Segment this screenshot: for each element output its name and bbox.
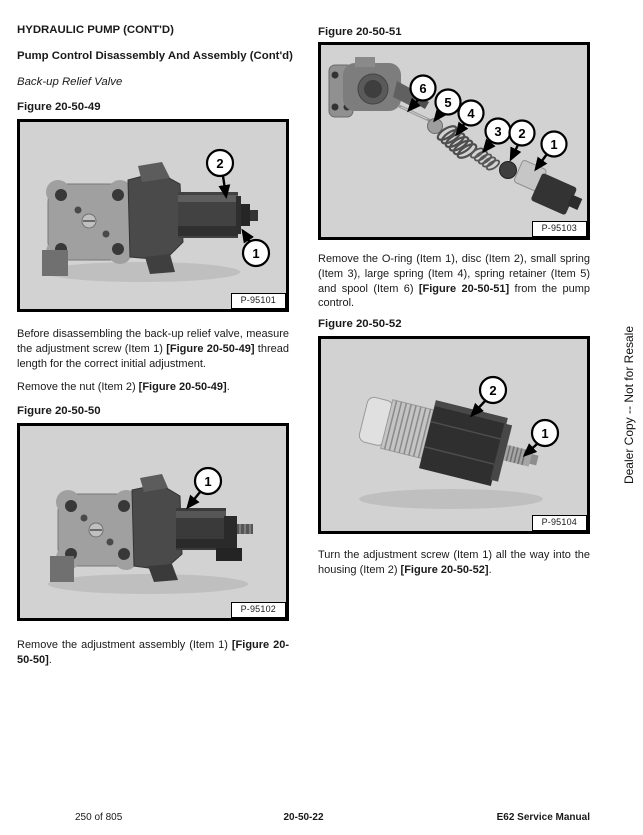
figure-20-50-50 <box>17 423 289 621</box>
paragraph-text: from the pump control. <box>318 282 590 310</box>
callout-number: 6 <box>419 81 427 96</box>
section-subtitle: Pump Control Disassembly And Assembly (Cont'd) <box>17 50 293 62</box>
callout-number: 4 <box>467 106 475 121</box>
figure-label-20-50-52: Figure 20-50-52 <box>318 318 402 330</box>
figure-20-50-49 <box>17 119 289 312</box>
photo-id-label: P-95101 <box>231 293 286 309</box>
callout-number: 1 <box>541 426 549 441</box>
photo-backup-relief-valve <box>20 122 286 309</box>
footer-manual-title: E62 Service Manual <box>496 812 590 823</box>
figure-label-20-50-51: Figure 20-50-51 <box>318 26 402 38</box>
paragraph-remove-oring <box>318 252 590 311</box>
disc <box>500 162 517 179</box>
callout-number: 1 <box>550 137 558 152</box>
paragraph-text: thread length for the correct initial adjustment. <box>17 342 289 370</box>
callout-number: 5 <box>444 95 452 110</box>
figure-reference: [Figure 20-50-50] <box>17 639 289 666</box>
callout-number: 2 <box>518 126 526 141</box>
paragraph-text: Turn the adjustment screw (Item 1) all the way into the housing (Item 2) <box>318 549 590 576</box>
footer-page-number: 250 of 805 <box>75 812 123 823</box>
figure-reference: [Figure 20-50-52] <box>400 563 489 576</box>
shadow <box>359 489 543 509</box>
page-title: HYDRAULIC PUMP (CONT'D) <box>17 24 174 36</box>
figure-label-20-50-50: Figure 20-50-50 <box>17 405 101 417</box>
paragraph-remove-nut <box>17 380 289 395</box>
paragraph-text: Before disassembling the back-up relief valve, measure the adjustment screw (Item 1) <box>17 328 289 355</box>
paragraph-text: . <box>488 563 492 576</box>
figure-20-50-51 <box>318 42 590 240</box>
paragraph-text: . <box>48 653 52 666</box>
paragraph-turn-screw <box>318 548 590 578</box>
photo-id-label: P-95104 <box>532 515 587 531</box>
photo-id-label: P-95103 <box>532 221 587 237</box>
paragraph-text: . <box>226 381 230 393</box>
photo-adjustment-assembly-valve <box>20 426 286 618</box>
figure-reference: [Figure 20-50-49] <box>166 342 255 355</box>
photo-exploded-pump-control <box>321 45 587 237</box>
callout-number: 1 <box>252 246 260 261</box>
paragraph-measure-screw <box>17 327 289 371</box>
footer-section-code: 20-50-22 <box>283 812 324 823</box>
figure-20-50-52 <box>318 336 590 534</box>
paragraph-remove-adjustment-assembly <box>17 638 289 668</box>
callout-number: 2 <box>216 156 224 171</box>
dealer-copy-watermark: Dealer Copy -- Not for Resale <box>622 325 636 485</box>
figure-label-20-50-49: Figure 20-50-49 <box>17 101 101 113</box>
figure-reference: [Figure 20-50-51] <box>418 282 510 295</box>
callout-number: 3 <box>494 124 502 139</box>
paragraph-text: Remove the O-ring (Item 1), disc (Item 2), small spring (Item 3), large spring (Item 4), spring retainer (Item 5) and spool (Item 6) <box>318 253 590 295</box>
paragraph-text: Remove the adjustment assembly (Item 1) <box>17 639 232 651</box>
figure-reference: [Figure 20-50-49] <box>138 381 227 393</box>
photo-id-label: P-95102 <box>231 602 286 618</box>
subsection-title: Back-up Relief Valve <box>17 76 123 88</box>
paragraph-text: Remove the nut (Item 2) <box>17 381 139 393</box>
callout-number: 1 <box>204 474 212 489</box>
callout-number: 2 <box>489 383 497 398</box>
photo-adjustment-screw-housing <box>321 339 587 531</box>
